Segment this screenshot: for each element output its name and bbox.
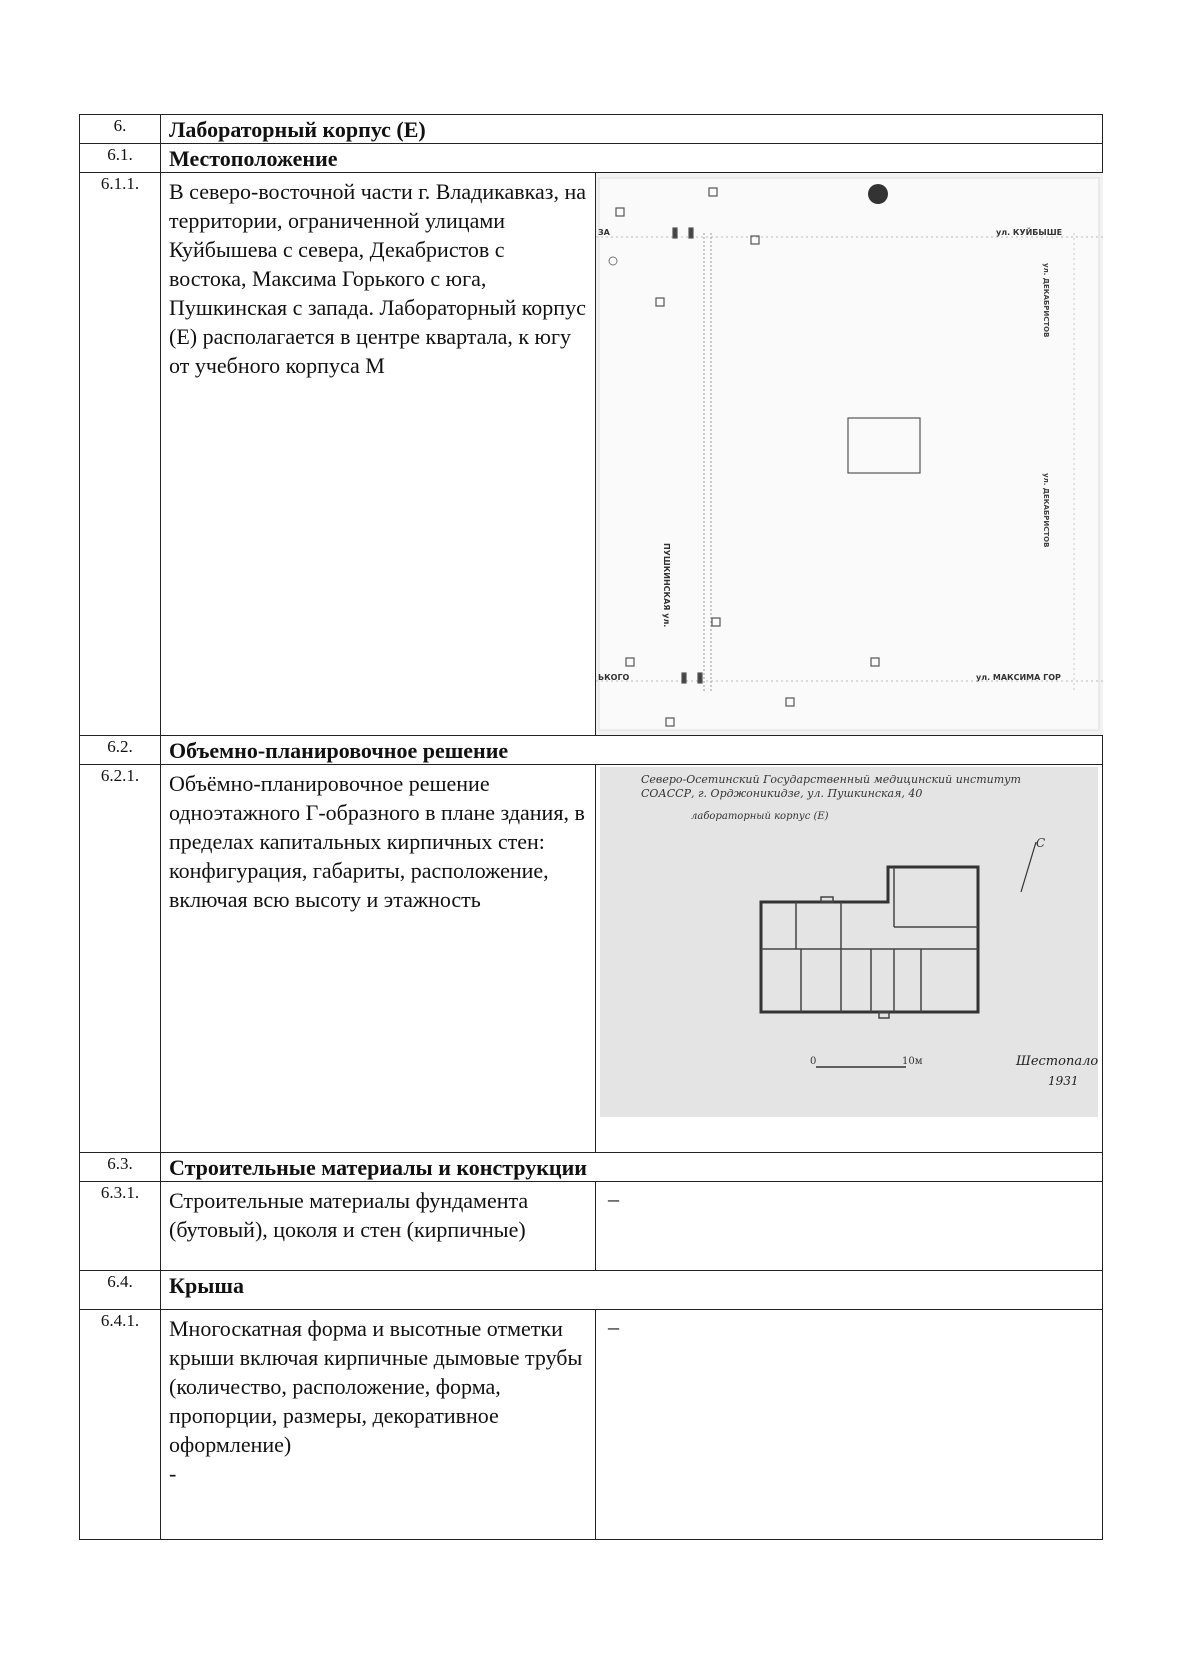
roof-value: – [596, 1310, 1103, 1540]
section-title: Лабораторный корпус (Е) [161, 115, 1103, 144]
layout-text: Объёмно-планировочное решение одноэтажного Г-образного в плане здания, в пределах капитальных кирпичных стен: конфигурация, габариты, расположение, включая всю высоту и этажность [161, 765, 596, 1153]
section-title: Крыша [161, 1271, 1103, 1310]
row-number: 6.2. [80, 736, 161, 765]
plan-caption-3: лабораторный корпус (Е) [691, 811, 829, 822]
street-east-label: ул. ДЕКАБРИСТОВ [1042, 263, 1050, 338]
plan-signature: Шестопало [1016, 1054, 1099, 1069]
roof-cell [161, 1310, 596, 1540]
materials-value: – [596, 1182, 1103, 1271]
row-number: 6.1. [80, 144, 161, 173]
location-map [596, 173, 1103, 735]
street-west-fragment: ЗА [598, 228, 610, 237]
row-number: 6.4.1. [80, 1310, 161, 1540]
section-title: Объемно-планировочное решение [161, 736, 1103, 765]
plan-year: 1931 [1048, 1074, 1079, 1088]
building-table [79, 114, 1103, 1540]
row-number: 6.4. [80, 1271, 161, 1310]
row-6-1 [80, 144, 1103, 173]
row-number: 6.1.1. [80, 173, 161, 736]
street-north-label: ул. КУЙБЫШЕ [996, 228, 1063, 237]
roof-text: Многоскатная форма и высотные отметки крыши включая кирпичные дымовые трубы (количество, расположение, форма, пропорции, размеры, декоративное оформление) [169, 1316, 583, 1457]
location-map-cell [596, 173, 1103, 736]
row-number: 6. [80, 115, 161, 144]
plan-caption-1: Северо-Осетинский Государственный медицинский институт [641, 773, 1021, 786]
row-number: 6.2.1. [80, 765, 161, 1153]
street-south-label: ул. МАКСИМА ГОР [976, 673, 1061, 682]
row-6-3 [80, 1153, 1103, 1182]
row-6-2 [80, 736, 1103, 765]
row-6-1-1 [80, 173, 1103, 736]
roof-extra: - [169, 1461, 177, 1486]
street-east-label-2: ул. ДЕКАБРИСТОВ [1042, 473, 1050, 548]
floor-plan [596, 767, 1103, 1119]
row-number: 6.3. [80, 1153, 161, 1182]
map-logo-icon [868, 184, 888, 204]
plan-caption-2: СОАССР, г. Орджоникидзе, ул. Пушкинская, 40 [641, 787, 923, 800]
scale-ten: 10м [902, 1056, 923, 1067]
street-south-fragment: ЬКОГО [598, 673, 630, 682]
section-title: Строительные материалы и конструкции [161, 1153, 1103, 1182]
row-6-4-1 [80, 1310, 1103, 1540]
scale-zero: 0 [810, 1056, 817, 1067]
row-6-4 [80, 1271, 1103, 1310]
north-label: С [1036, 836, 1046, 850]
materials-text: Строительные материалы фундамента (бутовый), цоколя и стен (кирпичные) [161, 1182, 596, 1271]
street-west-label: ПУШКИНСКАЯ ул. [662, 543, 671, 628]
floor-plan-cell [596, 765, 1103, 1153]
row-6-2-1 [80, 765, 1103, 1153]
row-6-3-1 [80, 1182, 1103, 1271]
row-6 [80, 115, 1103, 144]
section-title: Местоположение [161, 144, 1103, 173]
row-number: 6.3.1. [80, 1182, 161, 1271]
location-text: В северо-восточной части г. Владикавказ, на территории, ограниченной улицами Куйбышева с севера, Декабристов с востока, Максима Горького с юга, Пушкинская с запада. Лабораторный корпус (Е) располагается в центре квартала, к югу от учебного корпуса М [161, 173, 596, 736]
